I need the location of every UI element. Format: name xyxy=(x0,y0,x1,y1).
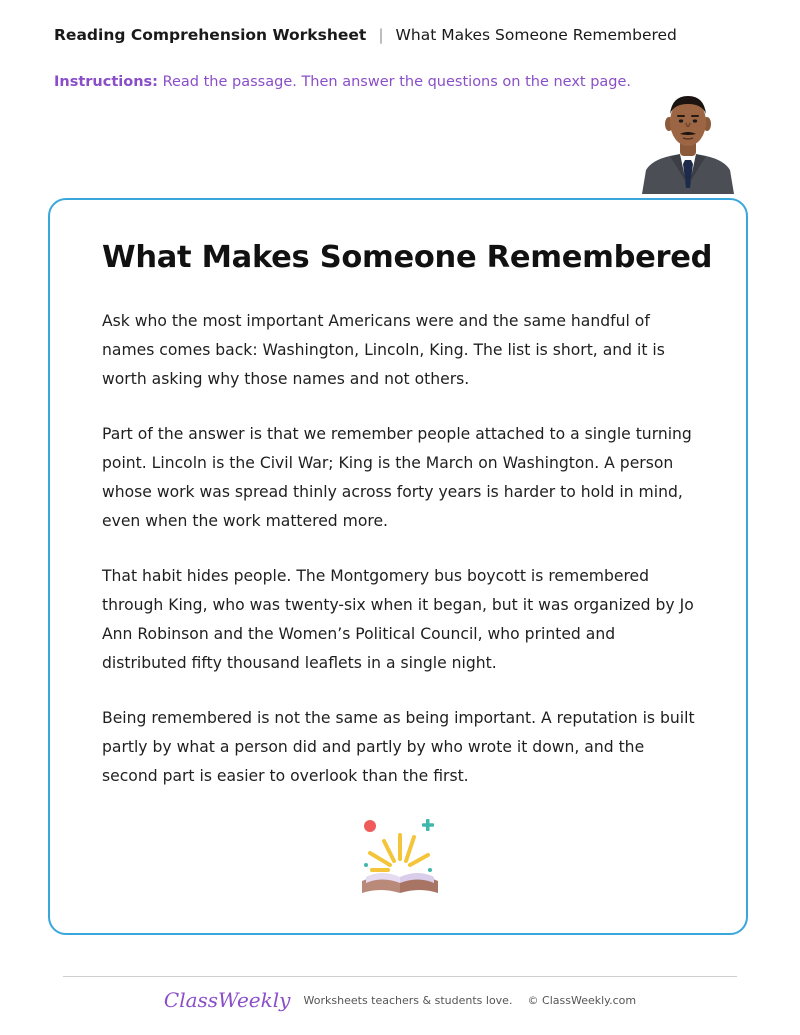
passage-title: What Makes Someone Remembered xyxy=(102,240,713,275)
passage-paragraph: Ask who the most important Americans were and the same handful of names comes back: Washington, Lincoln, King. The list is short, and it is worth asking why those names and not others. xyxy=(102,312,665,388)
worksheet-title: What Makes Someone Remembered xyxy=(395,26,677,44)
footer-divider xyxy=(63,976,737,977)
instructions xyxy=(54,74,631,90)
passage-paragraph: Being remembered is not the same as being important. A reputation is built partly by what a person did and partly by who wrote it down, and the second part is easier to overlook than the first. xyxy=(102,709,695,785)
passage-paragraph: Part of the answer is that we remember people attached to a single turning point. Lincoln is the Civil War; King is the March on Washington. A person whose work was spread thinly across forty years is harder to hold in mind, even when the work mattered more. xyxy=(102,425,692,530)
header-separator: | xyxy=(378,26,384,44)
brand-logo: ClassWeekly xyxy=(163,988,291,1012)
footer xyxy=(0,988,800,1012)
instructions-label: Instructions: xyxy=(54,74,158,90)
instructions-text: Read the passage. Then answer the questions on the next page. xyxy=(162,74,632,90)
portrait-illustration xyxy=(636,90,740,194)
open-book-sparkle-icon xyxy=(356,815,444,897)
footer-copyright: © ClassWeekly.com xyxy=(527,993,637,1007)
worksheet-header xyxy=(54,26,677,44)
worksheet-type: Reading Comprehension Worksheet xyxy=(54,26,367,44)
footer-tagline: Worksheets teachers & students love. xyxy=(303,993,513,1007)
passage-body xyxy=(102,307,702,817)
passage-paragraph: That habit hides people. The Montgomery bus boycott is remembered through King, who was twenty-six when it began, but it was organized by Jo Ann Robinson and the Women’s Political Council, who printed and distributed fifty thousand leaflets in a single night. xyxy=(102,567,694,672)
